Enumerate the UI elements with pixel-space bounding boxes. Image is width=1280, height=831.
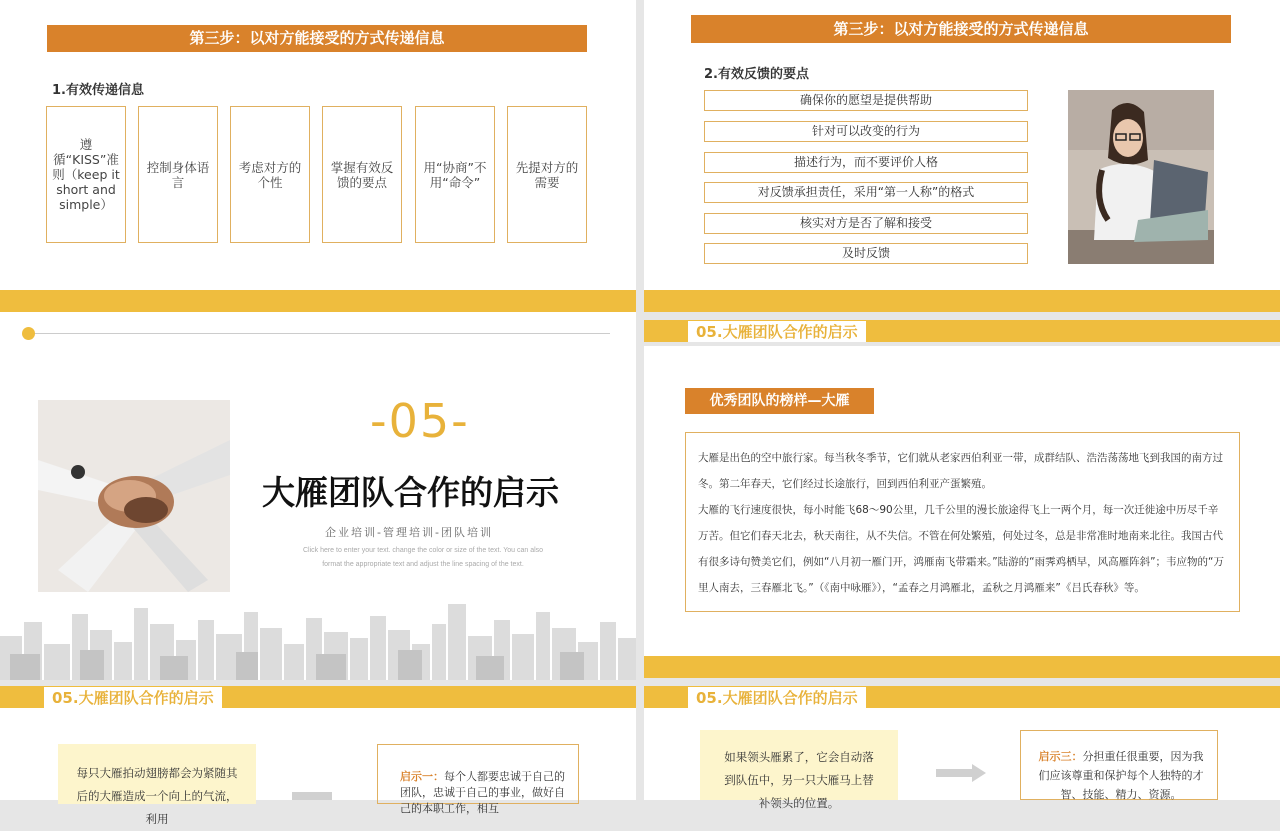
woman-laptop-photo [1068,90,1214,264]
slide-inspiration-one[interactable] [0,708,636,826]
section-label: 05.大雁团队合作的启示 [44,687,222,708]
feedback-item: 核实对方是否了解和接受 [704,213,1028,234]
divider-band-right [644,290,1280,312]
section-heading: 1.有效传递信息 [52,83,144,98]
tip-box-personality: 考虑对方的个性 [230,106,310,243]
inspiration-text: 每个人都要忠诚于自己的团队，忠诚于自己的事业，做好自己的本职工作，相互 [400,770,565,815]
step-title-bar: 第三步：以对方能接受的方式传递信息 [47,25,587,52]
section-heading: 2.有效反馈的要点 [704,67,809,82]
placeholder-text: Click here to enter your text. change the color or size of the text. You can also format the appropriate text and adjust the line spacing of the text. [302,547,544,568]
tip-box-negotiate: 用“协商”不用“命令” [415,106,495,243]
feedback-item: 确保你的愿望是提供帮助 [704,90,1028,111]
feedback-item: 对反馈承担责任，采用“第一人称”的格式 [704,182,1028,203]
timeline-dot [22,327,35,340]
arrow-right-icon [936,764,986,782]
slide-effective-delivery[interactable] [0,0,636,290]
inspiration-box [377,744,579,815]
arrow-right-icon [292,792,332,800]
inspiration-box [1020,730,1218,800]
fact-note: 如果领头雁累了，它会自动落到队伍中，另一只大雁马上替补领头的位置。 [700,730,898,800]
story-paragraph-2: 大雁的飞行速度很快，每小时能飞68～90公里，几千公里的漫长旅途得飞上一两个月，每一次迁徙途中历尽千辛万苦。但它们春天北去，秋天南往，从不失信。不管在何处繁殖，何处过冬，总是非常准时地南来北往。我国古代有很多诗句赞美它们，例如“八月初一雁门开，鸿雁南飞带霜来。”陆游的“雨霁鸡栖早，风高雁阵斜”；韦应物的“万里人南去，三春雁北飞。”（《南中咏雁》），“孟春之月鸿雁北，孟秋之月鸿雁来”《吕氏春秋》等。 [698,504,1224,594]
section-label: 05.大雁团队合作的启示 [688,687,866,708]
section-subtitle: 企业培训-管理培训-团队培训 [325,526,493,539]
tip-box-needs: 先提对方的需要 [507,106,587,243]
topic-tag: 优秀团队的榜样—大雁 [685,388,874,414]
story-paragraph-1: 大雁是出色的空中旅行家。每当秋冬季节，它们就从老家西伯利亚一带，成群结队、浩浩荡荡地飞到我国的南方过冬。第二年春天，它们经过长途旅行，回到西伯利亚产蛋繁殖。 [698,452,1223,490]
inspiration-label: 启示三： [1038,750,1083,763]
slide-section-cover[interactable] [0,312,636,680]
timeline-line [35,333,610,334]
inspiration-text: 分担重任很重要，因为我们应该尊重和保护每个人独特的才智、技能、精力、资源。 [1038,750,1204,801]
divider-band-left [0,290,636,312]
fact-note: 每只大雁拍动翅膀都会为紧随其后的大雁造成一个向上的气流，利用 [58,744,256,804]
feedback-item: 及时反馈 [704,243,1028,264]
story-paragraph-box [685,432,1240,612]
city-skyline [0,594,636,680]
section-label: 05.大雁团队合作的启示 [688,321,866,342]
slide4-footer-band [644,656,1280,678]
step-title-bar: 第三步：以对方能接受的方式传递信息 [691,15,1231,43]
slide-inspiration-three[interactable] [644,708,1280,810]
hands-circle-photo [38,400,230,592]
section-number: -05- [370,394,470,448]
inspiration-label: 启示一： [400,770,444,783]
slide-wild-goose-example[interactable] [644,346,1280,656]
tip-box-feedback: 掌握有效反馈的要点 [322,106,402,243]
tip-box-body-language: 控制身体语言 [138,106,218,243]
section-title: 大雁团队合作的启示 [262,473,559,512]
tip-box-kiss: 遵循“KISS”准则（keep it short and simple） [46,106,126,243]
feedback-item: 针对可以改变的行为 [704,121,1028,142]
feedback-item: 描述行为，而不要评价人格 [704,152,1028,173]
slide-feedback-points[interactable] [644,0,1280,290]
